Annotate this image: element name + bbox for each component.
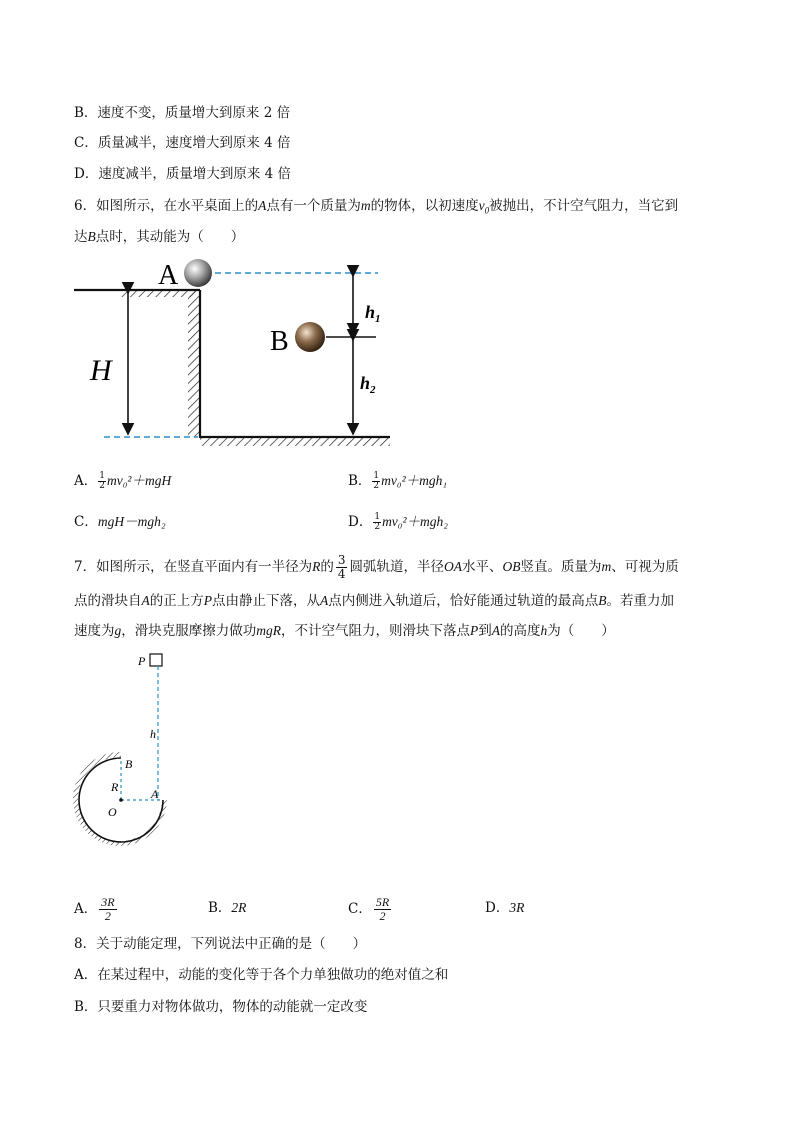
B-label: B [125,757,133,771]
q6-stem-line2: 达B点时，其动能为（ ） [74,229,245,245]
wall-hatch [188,290,200,437]
O-label: O [108,805,117,819]
ball-A [184,259,212,287]
A-label: A [158,260,179,291]
H-label: H [90,354,112,387]
q6-option-d: D． $\frac{1}{2}$ mv₀²＋mgh₂ [348,512,448,532]
q7-stem-line1: 7．如图所示，在竖直平面内有一半径为R的 $\frac{3}{4}$ 圆弧轨道，半径OA水平、OB竖直。质量为m、可视为质 [74,553,679,581]
h2-label: $h_2$ [360,373,376,396]
q6-option-c: C．mgH－mgh₂ [74,514,166,530]
q7-figure [70,648,190,858]
q7-option-b: B．2R [208,900,247,916]
ground-hatch [200,438,390,446]
h-label: h [150,727,156,741]
q7-option-a: A． $\frac{3R}{2}$ [74,895,115,923]
h1-label: $h_1$ [365,302,381,325]
P-box [150,654,162,666]
ball-B [295,322,325,352]
q7-stem-line3: 速度为g，滑块克服摩擦力做功mgR，不计空气阻力，则滑块下落点P到A的高度h为（ ） [74,623,615,639]
q8-stem: 8．关于动能定理，下列说法中正确的是（ ） [74,936,367,952]
B-label: B [270,326,289,357]
q7-option-d: D．3R [485,900,525,916]
q6-figure [70,255,400,455]
q8-option-a: A．在某过程中，动能的变化等于各个力单独做功的绝对值之和 [74,967,449,983]
q6-option-a: A． $\frac{1}{2}$ mv₀²＋mgH [74,471,172,491]
q5-option-b: B．速度不变，质量增大到原来 2 倍 [74,105,291,121]
P-label: P [138,654,146,668]
q6-stem-line1: 6．如图所示，在水平桌面上的A点有一个质量为m的物体，以初速度$v_0$被抛出，不计空气阻力，当它到 [74,198,679,216]
q5-option-d: D．速度减半，质量增大到原来 4 倍 [74,166,291,182]
q5-option-c: C．质量减半，速度增大到原来 4 倍 [74,135,291,151]
q6-option-b: B． $\frac{1}{2}$ mv₀²＋mgh₁ [348,471,448,491]
center-O [119,798,123,802]
R-label: R [111,780,119,794]
q8-option-b: B．只要重力对物体做功，物体的动能就一定改变 [74,999,368,1015]
A-label: A [151,787,159,801]
q7-stem-line2: 点的滑块自A的正上方P点由静止下落，从A点内侧进入轨道后，恰好能通过轨道的最高点B。若重力加 [74,593,674,609]
q7-option-c: C． $\frac{5R}{2}$ [348,895,390,923]
